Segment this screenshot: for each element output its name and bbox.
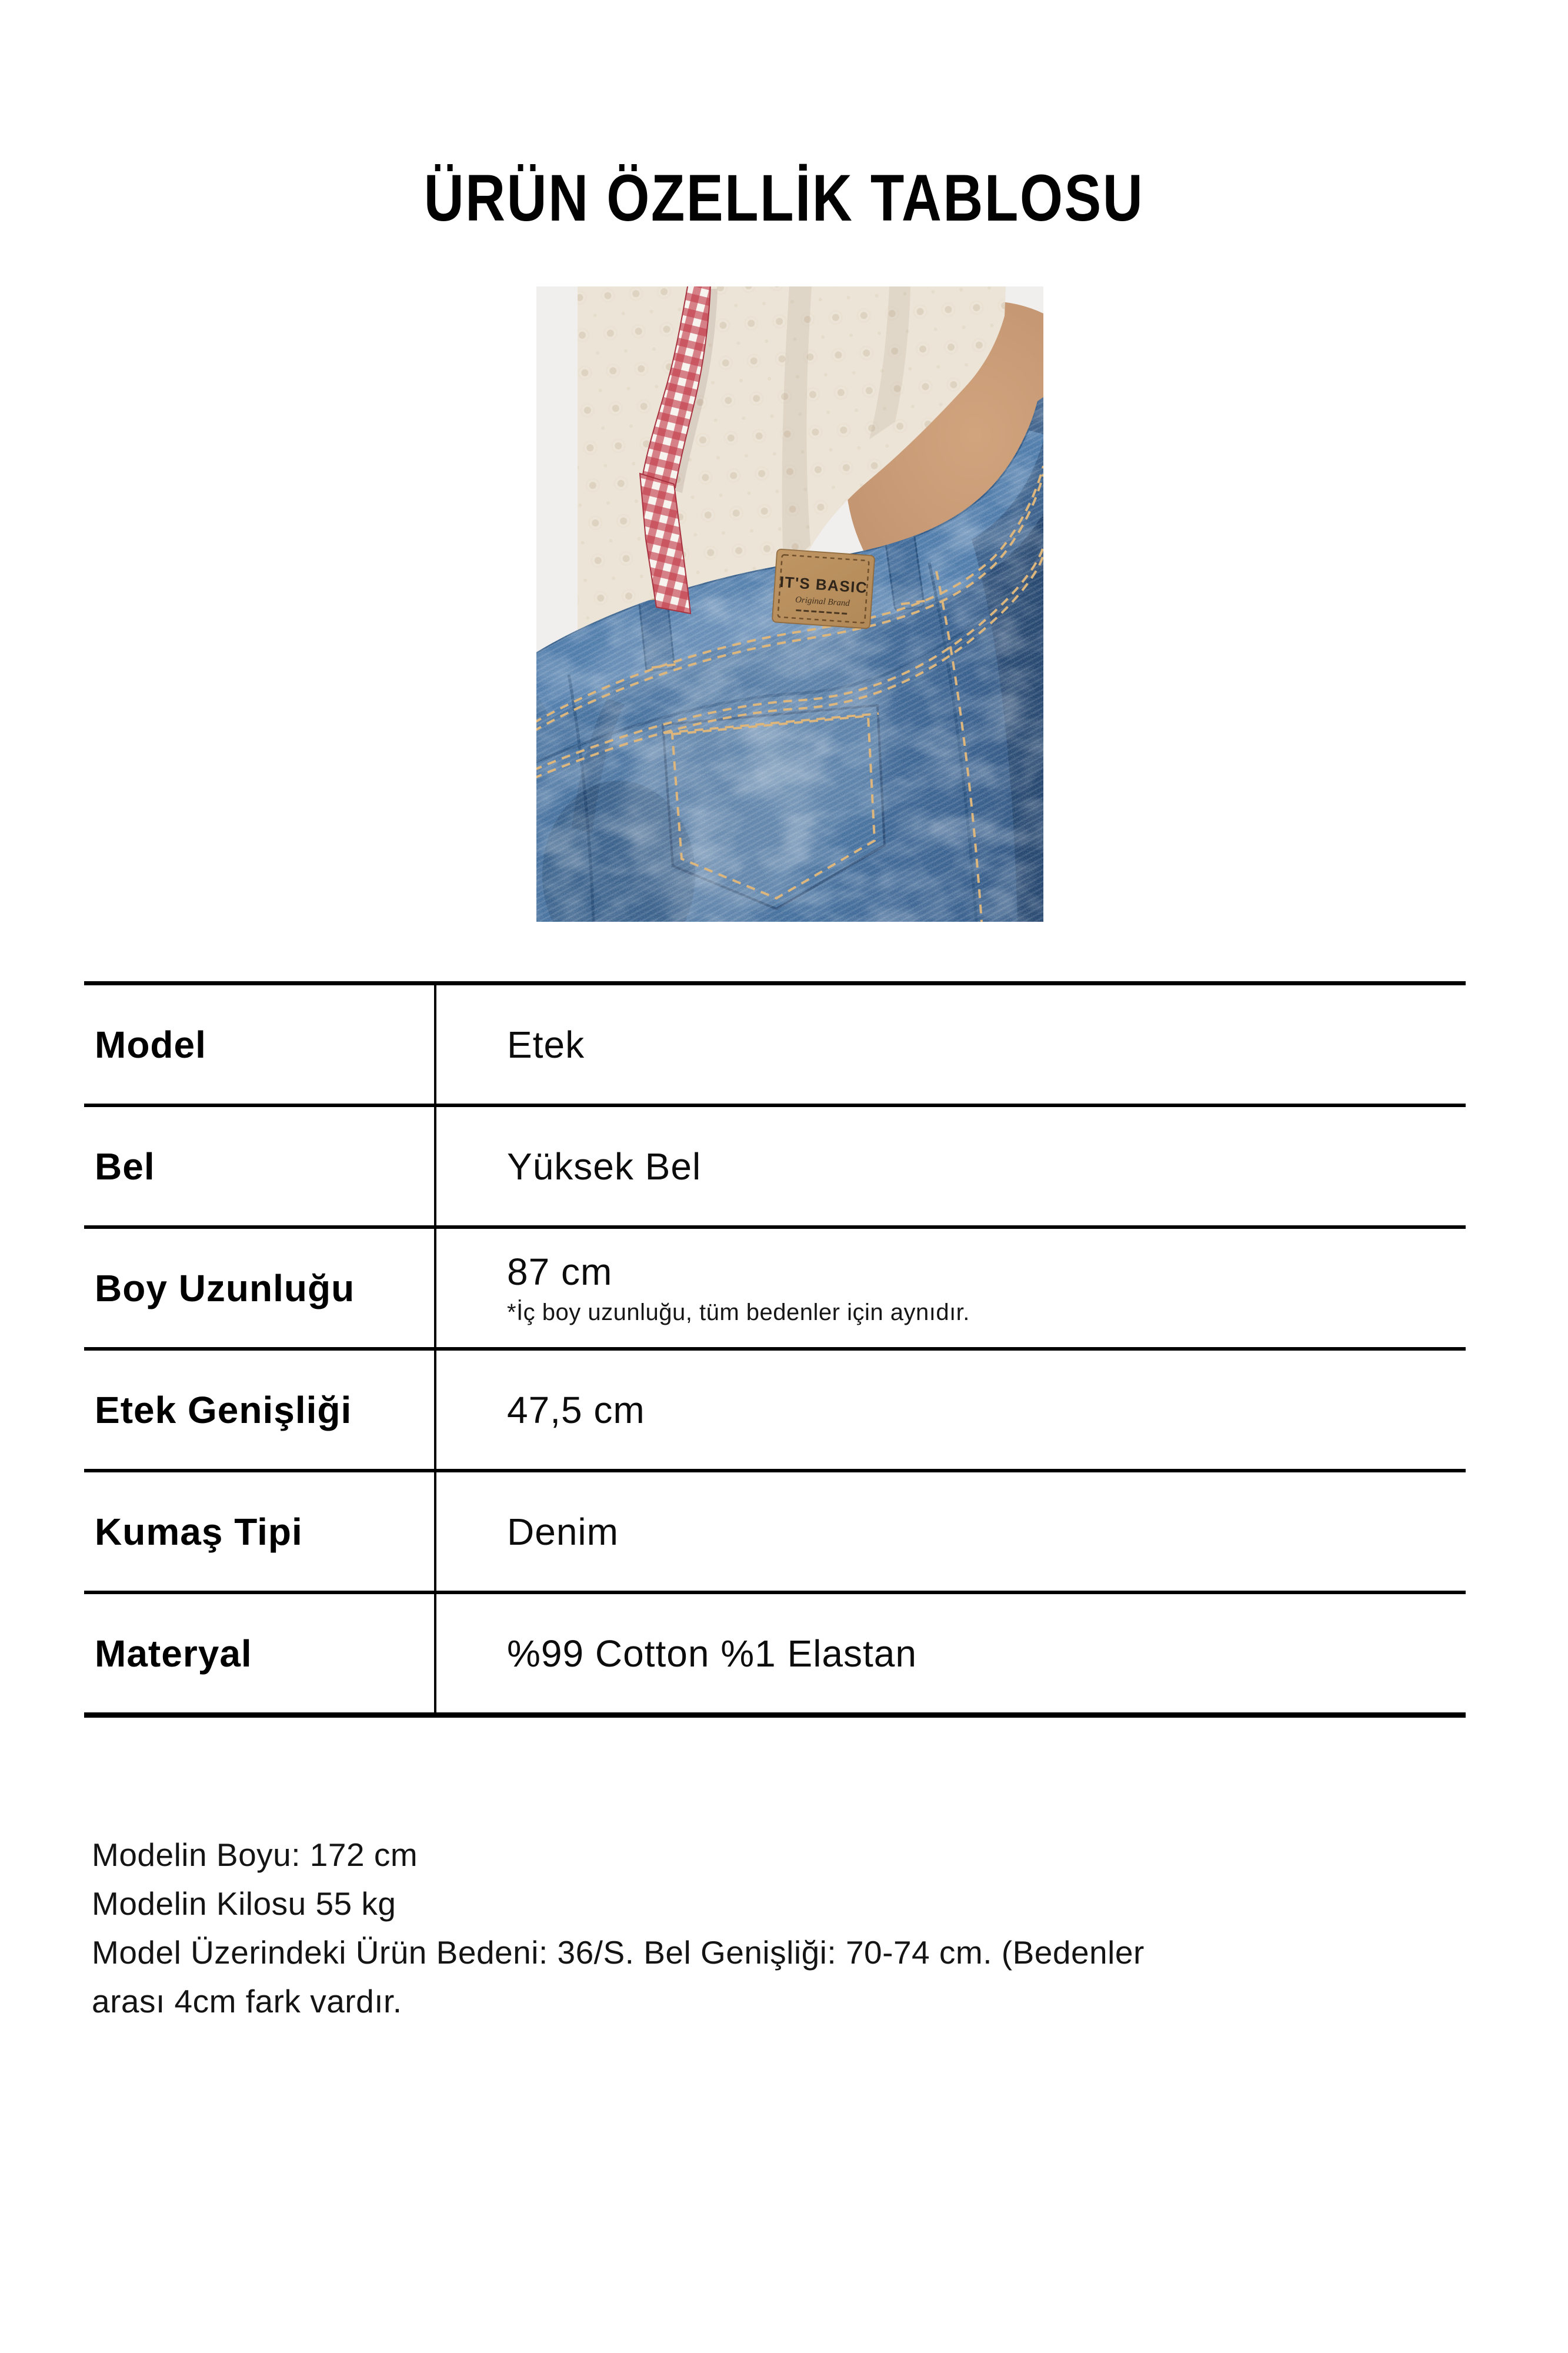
- table-row: [84, 1229, 1466, 1351]
- row-value: %99 Cotton %1 Elastan: [507, 1632, 917, 1675]
- row-note: *İç boy uzunluğu, tüm bedenler için aynıdır.: [507, 1299, 970, 1325]
- product-photo: [536, 286, 1043, 922]
- row-label-cell: [84, 1472, 436, 1591]
- footer-notes: [92, 1831, 1145, 2026]
- row-label: Kumaş Tipi: [95, 1510, 303, 1553]
- footer-line: Model Üzerindeki Ürün Bedeni: 36/S. Bel Genişliği: 70-74 cm. (Bedenler: [92, 1934, 1145, 1971]
- row-label-cell: [84, 1229, 436, 1347]
- page-title: ÜRÜN ÖZELLİK TABLOSU: [423, 161, 1145, 235]
- denim-skirt-graphic: [536, 286, 1043, 922]
- row-label-cell: [84, 1351, 436, 1469]
- row-value-cell: [436, 1351, 1466, 1469]
- patch-brand-text: IT'S BASIC: [779, 572, 869, 597]
- table-row: [84, 1472, 1466, 1594]
- row-value: Etek: [507, 1023, 585, 1066]
- row-value-cell: [436, 1472, 1466, 1591]
- row-value-cell: [436, 985, 1466, 1104]
- row-value-cell: [436, 1594, 1466, 1712]
- spec-table: [84, 981, 1466, 1718]
- row-value: Denim: [507, 1510, 619, 1553]
- table-row: [84, 1594, 1466, 1718]
- row-label-cell: [84, 1107, 436, 1225]
- footer-line: Modelin Boyu: 172 cm: [92, 1837, 418, 1873]
- table-row: [84, 1351, 1466, 1472]
- footer-line: arası 4cm fark vardır.: [92, 1983, 402, 2019]
- footer-line: Modelin Kilosu 55 kg: [92, 1885, 396, 1922]
- table-row: [84, 985, 1466, 1107]
- row-label: Boy Uzunluğu: [95, 1267, 355, 1309]
- row-label: Etek Genişliği: [95, 1388, 352, 1431]
- patch-script-text: Original Brand: [795, 595, 850, 609]
- row-value-cell: [436, 1229, 1466, 1347]
- row-value: 47,5 cm: [507, 1388, 645, 1431]
- row-value-cell: [436, 1107, 1466, 1225]
- row-label: Model: [95, 1023, 206, 1066]
- row-label-cell: [84, 1594, 436, 1712]
- row-value: Yüksek Bel: [507, 1145, 702, 1188]
- row-label: Materyal: [95, 1632, 252, 1675]
- brand-patch: [772, 549, 875, 628]
- row-label: Bel: [95, 1145, 155, 1188]
- table-row: [84, 1107, 1466, 1229]
- row-value: 87 cm: [507, 1251, 613, 1293]
- row-label-cell: [84, 985, 436, 1104]
